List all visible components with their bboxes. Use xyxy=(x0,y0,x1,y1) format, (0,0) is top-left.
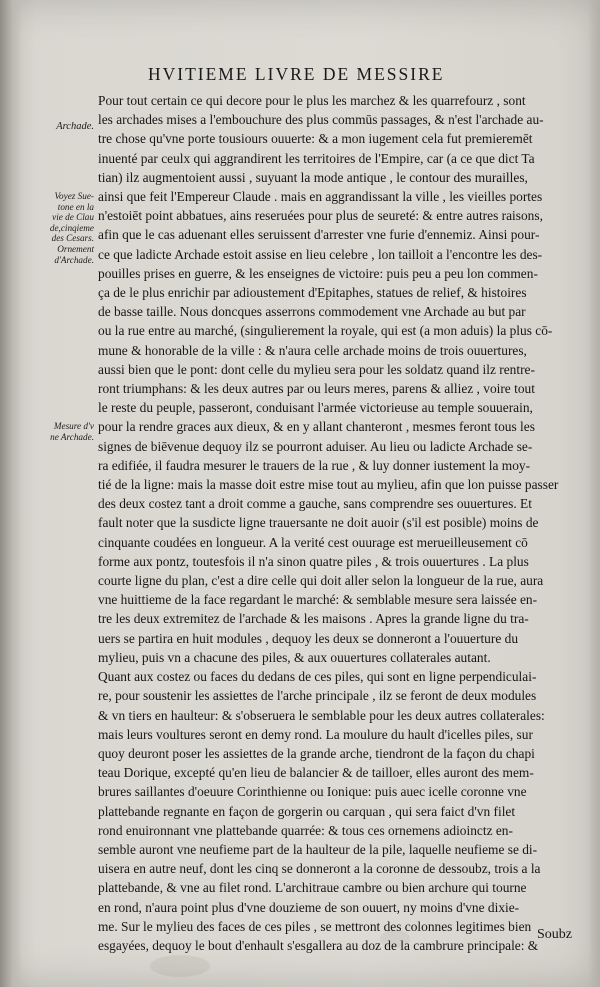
running-head: HVITIEME LIVRE DE MESSIRE xyxy=(148,64,445,84)
text-line: de basse taille. Nous doncques asserrons commodement vne Archade au but par xyxy=(98,304,526,320)
margin-note-line: Ornement xyxy=(57,243,94,254)
text-line: inuenté par ceulx qui aggrandirent les territoires de l'Empire, car (a ce que dict Ta xyxy=(98,150,535,166)
text-line: uers se partira en huit modules , dequoy les deux se donneront a l'ouuerture du xyxy=(98,630,519,646)
margin-note-line: d'Archade. xyxy=(54,254,94,265)
text-line: fault noter que la susdicte ligne trauersante ne doit auoir (s'il est posible) moins de xyxy=(98,515,539,531)
text-line: des deux costez tant a droit comme a gauche, sans comprendre ses ouuertures. Et xyxy=(98,496,532,512)
text-line: plattebande regnante en façon de gorgerin ou carquan , qui sera faict d'vn filet xyxy=(98,803,516,819)
text-line: signes de biēvenue dequoy ilz se pourront aduiser. Au lieu ou ladicte Archade se- xyxy=(98,438,533,454)
text-line: Quant aux costez ou faces du dedans de ces piles, qui sont en ligne perpendiculai- xyxy=(98,669,537,685)
text-line: uisera en autre neuf, dont les cinq se donneront a la coronne de dessoubz, trois a la xyxy=(98,861,541,877)
text-line: tian) ilz augmentoient aussi , suyuant la mode antique , le contour des murailles, xyxy=(98,169,528,185)
text-line: tre les deux extremitez de l'archade & les maisons . Apres la grande ligne du tra- xyxy=(98,611,529,627)
text-line: tre chose qu'vne porte tousiours ouuerte: & a mon iugement cela fut premieremēt xyxy=(98,131,533,147)
text-line: ou la rue entre au marché, (singulierement la royale, qui est (a mon aduis) la plus cō- xyxy=(98,323,553,339)
text-line: cinquante coudées en longueur. A la verité cest ouurage est merueilleusement cō xyxy=(98,534,528,550)
text-line: les archades mises a l'embouchure des plus commūs passages, & n'est l'archade au- xyxy=(98,112,544,128)
text-line: semble auront vne neufieme part de la haulteur de la pile, laquelle neufieme se di- xyxy=(98,841,538,857)
text-line: pour la rendre graces aux dieux, & en y allant chanteront , mesmes feront tous les xyxy=(98,419,535,435)
text-line: ront triumphans: & les deux autres par ou leurs meres, parens & alliez , voire tout xyxy=(98,381,535,397)
text-line: mylieu, puis vn a chacune des piles, & aux ouuertures collaterales autant. xyxy=(98,649,491,665)
text-line: brures saillantes d'oeuure Corinthienne ou Ionique: puis auec icelle coronne vne xyxy=(98,784,527,800)
body-text xyxy=(98,91,573,955)
margin-note-line: Archade. xyxy=(56,121,94,132)
catchword: Soubz xyxy=(537,927,572,942)
text-line: n'estoiēt point abbatues, ains reseruées pour plus de seureté: & entre autres raisons, xyxy=(98,208,543,224)
margin-note-mesure xyxy=(38,421,94,442)
margin-note-line: Voyez Sue- xyxy=(54,191,94,201)
margin-note-line: des Cesars. xyxy=(51,233,94,244)
text-line: courte ligne du plan, c'est a dire celle qui doit aller selon la longueur de la rue, aura xyxy=(98,573,544,589)
text-line: mais leurs voultures seront en demy rond. La moulure du hault d'icelles piles, sur xyxy=(98,726,533,742)
margin-note-line: Mesure d'v xyxy=(53,421,94,431)
text-line: Pour tout certain ce qui decore pour le plus les marchez & les quarrefourz , sont xyxy=(98,93,526,108)
margin-note-suetone xyxy=(38,191,94,265)
text-line: aussi bien que le pont: dont celle du mylieu sera pour les soldatz quand ilz rentre- xyxy=(98,361,535,377)
text-line: pouilles prises en guerre, & les enseignes de victoire: puis peu a peu lon commen- xyxy=(98,265,538,281)
text-line: re, pour soustenir les assiettes de l'arche principale , ilz se feront de deux modules xyxy=(98,688,537,704)
margin-note-line: tone en la xyxy=(57,201,94,212)
text-line: mune & honorable de la ville : & n'aura celle archade moins de trois ouuertures, xyxy=(98,342,527,358)
text-line: le reste du peuple, passeront, conduisant l'armée victorieuse au temple souuerain, xyxy=(98,400,533,416)
text-line: me. Sur le mylieu des faces de ces piles , se mettront des colonnes legitimes bien xyxy=(98,918,532,934)
text-line: ce que ladicte Archade estoit assise en lieu celebre , lon tailloit a l'encontre les des- xyxy=(98,246,543,262)
margin-note-line: ne Archade. xyxy=(50,431,94,442)
text-line: plattebande, & vne au filet rond. L'architraue cambre ou bien archure qui tourne xyxy=(98,880,527,896)
text-line: ainsi que feit l'Empereur Claude . mais en aggrandissant la ville , les vieilles portes xyxy=(98,189,543,205)
text-line: en rond, n'aura point plus d'vne douzieme de son ouuert, ny moins d'vne dixie- xyxy=(98,899,520,915)
text-line: quoy deuront poser les assiettes de la grande arche, tiendront de la façon du chapi xyxy=(98,745,535,761)
text-line: vne huittieme de la face regardant le marché: & semblable mesure sera laissée en- xyxy=(98,592,538,608)
text-line: afin que le cas aduenant elles seruissent d'arrester vne furie d'ennemiz. Ainsi pour- xyxy=(98,227,540,243)
margin-note-line: vie de Clau xyxy=(52,212,94,223)
text-line: & vn tiers en haulteur: & s'obseruera le semblable pour les deux autres collaterales: xyxy=(98,707,545,723)
text-line: teau Dorique, excepté qu'en lieu de balancier & de tailloer, elles auront des mem- xyxy=(98,765,534,781)
text-line: forme aux pontz, toutesfois il n'a sinon quatre piles , & trois ouuertures . La plus xyxy=(98,553,529,569)
text-line: rond enuironnant vne plattebande quarrée: & tous ces ornemens adioinctz en- xyxy=(98,822,513,838)
text-line: ra edifiée, il faudra mesurer le trauers de la rue , & luy donner iustement la moy- xyxy=(98,457,531,473)
text-line: esgayées, dequoy le bout d'enhault s'esgallera au doz de la cambrure principale: & xyxy=(98,937,539,953)
margin-note-line: de,cinqieme xyxy=(49,222,94,233)
text-line: tié de la ligne: mais la masse doit estre mise tout au mylieu, afin que lon puisse passer xyxy=(98,477,559,493)
text-line: ça de le plus enrichir par adioustement d'Epitaphes, statues de relief, & histoires xyxy=(98,285,527,301)
margin-note-archade xyxy=(38,122,94,133)
